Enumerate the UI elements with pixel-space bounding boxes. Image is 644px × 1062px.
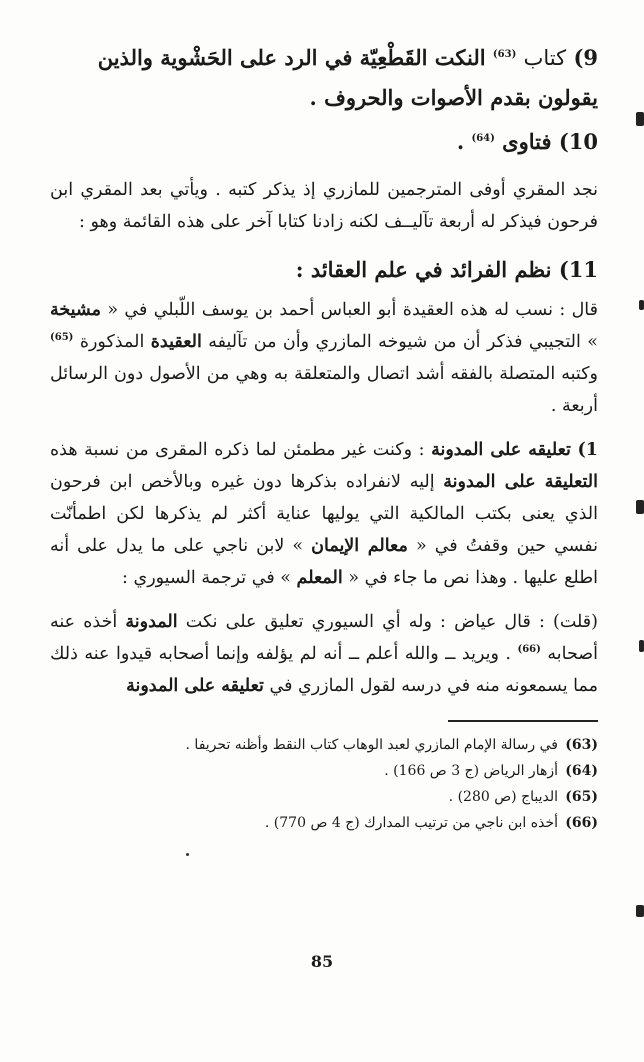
para3-bold-taliqa: التعليقة على المدونة (443, 472, 598, 492)
paragraph-2 (50, 294, 598, 422)
item-11-end: : (295, 257, 304, 282)
para3-bold-taliq: تعليقه على المدونة (431, 440, 571, 460)
footnote-number: (63) (565, 736, 598, 753)
item-11-title: نظم الفرائد في علم العقائد (310, 257, 552, 282)
footnote-ref-63: (63) (492, 49, 517, 60)
footnote-text: أزهار الرياض (ج 3 ص 166) . (384, 762, 558, 779)
item-10-number: 10) (558, 129, 598, 154)
para2-text-f: وكتبه المتصلة بالفقه أشد اتصال والمتعلقة به وهي من الأصول دون الرسائل أربعة . (50, 364, 598, 416)
paragraph-1: نجد المقري أوفى المترجمين للمازري إذ يذكر كتبه . ويأتي بعد المقري ابن فرحون فيذكر له أربعة تآليــف لكنه زادنا كتابا آخر على هذه القائمة وهو : (50, 180, 598, 232)
item-11-number: 11) (558, 257, 598, 282)
para2-text-e: المذكورة (79, 332, 145, 352)
scan-mark (636, 112, 644, 126)
footnote-number: (64) (565, 762, 598, 779)
item-10 (50, 122, 598, 162)
para3-text-b: : وكنت غير مطمئن لما ذكره المقرى من نسبة هذه (50, 440, 425, 460)
footnote (50, 732, 598, 758)
footnote-ref-66: (66) (517, 644, 541, 656)
page-body (50, 38, 598, 836)
footnote (50, 758, 598, 784)
scan-mark (639, 640, 644, 652)
para4-text-d: . ويريد ــ والله أعلم ــ أنه لم يؤلفه وإنما أصحابه قيدوا عنه ذلك مما يسمعونه منه في درسه لقول المازري في (50, 644, 598, 696)
para4-text-a: (قلت) : قال عياض : وله أي السيوري تعليق على نكت (185, 612, 598, 632)
item-9-end: . (309, 85, 317, 110)
footnote-text: الديباج (ص 280) . (448, 788, 558, 805)
item-11 (50, 250, 598, 290)
para3-text-h: » في ترجمة السيوري : (122, 568, 291, 588)
para2-text-c: » التجيبي فذكر أن من شيوخه المازري وأن من تآليفه (208, 332, 598, 352)
footnotes (50, 732, 598, 836)
footnote-ref-65: (65) (50, 332, 74, 344)
footnote-divider (448, 720, 598, 722)
para2-text-a: قال : نسب له هذه العقيدة أبو العباس أحمد بن يوسف اللّبلي في « (107, 300, 598, 320)
footnote-text: أخذه ابن ناجي من ترتيب المدارك (ج 4 ص 770) . (264, 814, 558, 831)
item-9 (50, 38, 598, 118)
page-number: 85 (310, 952, 334, 971)
item-9-pre: كتاب (523, 46, 567, 70)
item-9-number: 9) (573, 45, 598, 70)
para4-bold-mudawwana: المدونة (125, 612, 178, 632)
scan-mark (636, 500, 644, 514)
para3-text-f: » لابن ناجي على ما يدل على أنه اطلع عليها . وهذا نص ما جاء في « (50, 536, 598, 588)
scan-mark (636, 905, 644, 917)
para4-bold-taliq: تعليقه على المدونة (126, 676, 264, 696)
paragraph-3 (50, 434, 598, 594)
para4-text-c: أخذه عنه أصحابه (50, 612, 598, 664)
scan-speck (186, 853, 189, 856)
footnote (50, 784, 598, 810)
para2-bold-mashyakha: مشيخة (50, 300, 101, 320)
para3-number: 1) (577, 440, 598, 460)
footnote-text: في رسالة الإمام المازري لعبد الوهاب كتاب النقط وأظنه تحريفا . (185, 736, 558, 753)
item-9-title: النكت القَطْعِيّة في الرد على الحَشْوية والذين يقولون بقدم الأصوات والحروف (97, 45, 598, 110)
footnote (50, 810, 598, 836)
para3-bold-muallim: المعلم (296, 568, 343, 588)
footnote-ref-64: (64) (471, 133, 495, 144)
footnote-number: (65) (565, 788, 598, 805)
scan-mark (639, 300, 644, 310)
footnote-number: (66) (565, 814, 598, 831)
item-10-title: فتاوى (502, 129, 552, 154)
para3-bold-maalim: معالم الإيمان (311, 536, 408, 556)
para3-text-d: إليه لانفراده بذكرها دون غيره وبالأخص ابن فرحون الذي يعنى بكتب المالكية التي يوليها عناية أكثر لم يذكرها لكن اطمأنّت نفسي حين وقفتُ في « (50, 472, 598, 556)
item-10-end: . (456, 129, 465, 154)
para2-bold-aqida: العقيدة (150, 332, 202, 352)
paragraph-4 (50, 606, 598, 702)
